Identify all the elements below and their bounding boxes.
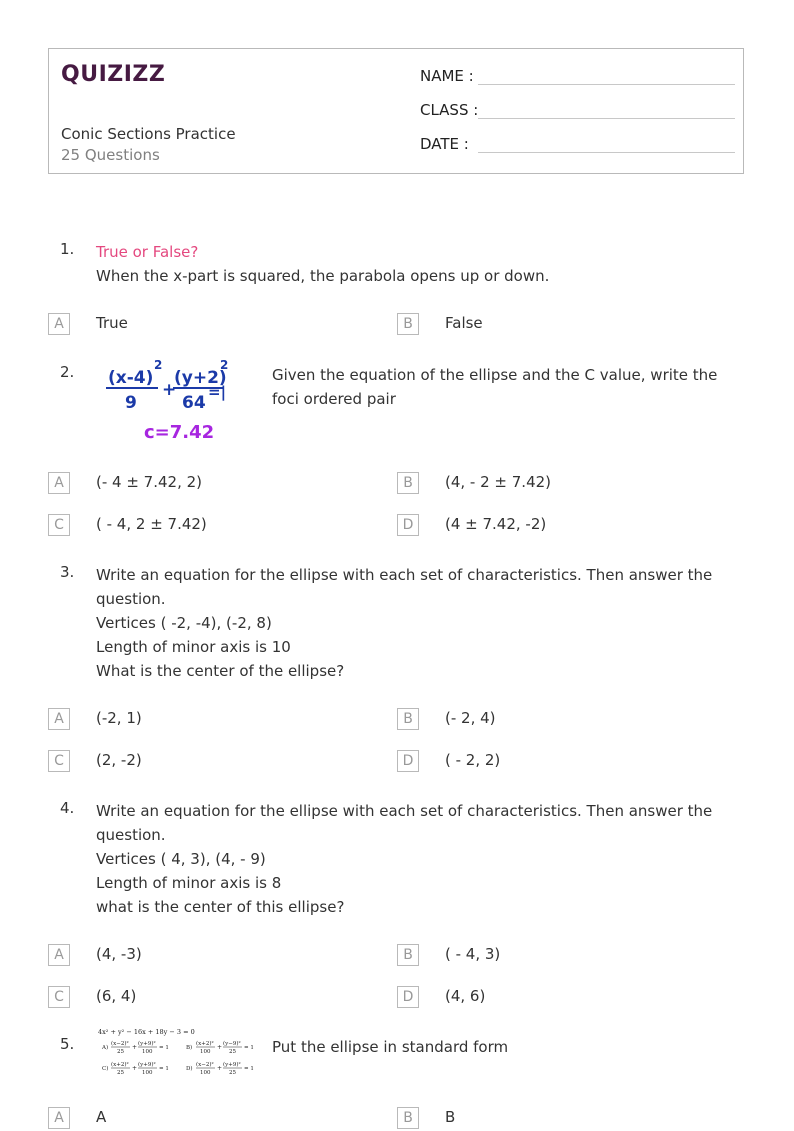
svg-text:= 1: = 1 bbox=[244, 1045, 254, 1051]
worksheet-title: Conic Sections Practice bbox=[61, 125, 236, 143]
option-text: (4, -3) bbox=[96, 945, 142, 963]
option-text: (4, 6) bbox=[445, 987, 486, 1005]
svg-text:100: 100 bbox=[200, 1049, 211, 1055]
svg-text:=|: =| bbox=[208, 383, 227, 401]
question-count: 25 Questions bbox=[61, 146, 160, 164]
question-line: question. bbox=[96, 590, 166, 608]
svg-text:+: + bbox=[217, 1044, 223, 1051]
svg-text:100: 100 bbox=[200, 1070, 211, 1076]
option-letter: A bbox=[48, 708, 70, 730]
name-field[interactable] bbox=[420, 65, 735, 89]
option-letter: B bbox=[397, 708, 419, 730]
svg-text:(x-4): (x-4) bbox=[108, 368, 154, 388]
svg-text:25: 25 bbox=[229, 1070, 236, 1076]
svg-text:= 1: = 1 bbox=[159, 1045, 169, 1051]
option-letter: A bbox=[48, 1107, 70, 1129]
question-line: what is the center of this ellipse? bbox=[96, 898, 345, 916]
worksheet-header bbox=[48, 48, 744, 174]
option-text: (6, 4) bbox=[96, 987, 137, 1005]
svg-text:25: 25 bbox=[117, 1049, 124, 1055]
svg-text:+: + bbox=[132, 1065, 138, 1072]
option-text: True bbox=[96, 314, 128, 332]
question-type: True or False? bbox=[96, 243, 199, 261]
option-text: False bbox=[445, 314, 483, 332]
question-line: Write an equation for the ellipse with each set of characteristics. Then answer the bbox=[96, 802, 713, 820]
question-text bbox=[96, 240, 549, 288]
class-label: CLASS : bbox=[420, 101, 479, 119]
svg-text:2: 2 bbox=[154, 358, 163, 372]
option-letter: C bbox=[48, 986, 70, 1008]
svg-text:= 1: = 1 bbox=[244, 1066, 254, 1072]
svg-text:4x² + y² − 16x + 18y − 3 = 0: 4x² + y² − 16x + 18y − 3 = 0 bbox=[98, 1028, 195, 1036]
svg-text:(y−9)²: (y−9)² bbox=[223, 1041, 241, 1047]
option-text: (4, - 2 ± 7.42) bbox=[445, 473, 552, 491]
option-letter: A bbox=[48, 944, 70, 966]
option-letter: D bbox=[397, 750, 419, 772]
svg-text:(x−2)²: (x−2)² bbox=[196, 1062, 214, 1068]
question-number: 2. bbox=[60, 363, 75, 381]
option-text: (- 2, 4) bbox=[445, 709, 496, 727]
svg-text:+: + bbox=[162, 380, 177, 400]
question-text bbox=[96, 799, 712, 919]
svg-text:(y+2): (y+2) bbox=[174, 368, 227, 388]
question-number: 5. bbox=[60, 1035, 75, 1053]
option-text: ( - 2, 2) bbox=[445, 751, 501, 769]
question-number: 4. bbox=[60, 799, 75, 817]
svg-text:64: 64 bbox=[182, 393, 206, 413]
option-letter: A bbox=[48, 472, 70, 494]
svg-text:+: + bbox=[132, 1044, 138, 1051]
svg-text:QUIZIZZ: QUIZIZZ bbox=[61, 62, 166, 87]
svg-text:25: 25 bbox=[229, 1049, 236, 1055]
option-letter: B bbox=[397, 944, 419, 966]
option-text: A bbox=[96, 1108, 107, 1126]
option-text: (-2, 1) bbox=[96, 709, 142, 727]
svg-text:100: 100 bbox=[142, 1049, 153, 1055]
option-text: ( - 4, 2 ± 7.42) bbox=[96, 515, 207, 533]
svg-text:(x−2)²: (x−2)² bbox=[111, 1041, 129, 1047]
date-label: DATE : bbox=[420, 135, 469, 153]
question-number: 3. bbox=[60, 563, 75, 581]
option-letter: B bbox=[397, 313, 419, 335]
question-prompt: Given the equation of the ellipse and the C value, write the foci ordered pair bbox=[272, 366, 718, 408]
class-line[interactable] bbox=[478, 118, 735, 119]
question-line: question. bbox=[96, 826, 166, 844]
question-line: Length of minor axis is 10 bbox=[96, 638, 291, 656]
class-field[interactable] bbox=[420, 99, 735, 123]
question-number: 1. bbox=[60, 240, 75, 258]
svg-text:= 1: = 1 bbox=[159, 1066, 169, 1072]
question-line: Write an equation for the ellipse with each set of characteristics. Then answer the bbox=[96, 566, 713, 584]
question-line: Vertices ( -2, -4), (-2, 8) bbox=[96, 614, 272, 632]
svg-text:9: 9 bbox=[125, 393, 137, 413]
option-text: (4 ± 7.42, -2) bbox=[445, 515, 547, 533]
option-text: (- 4 ± 7.42, 2) bbox=[96, 473, 203, 491]
svg-text:D): D) bbox=[186, 1066, 193, 1072]
question-prompt: Put the ellipse in standard form bbox=[272, 1038, 509, 1056]
option-text: ( - 4, 3) bbox=[445, 945, 501, 963]
option-letter: B bbox=[397, 1107, 419, 1129]
svg-text:A): A) bbox=[102, 1045, 109, 1051]
question-line: What is the center of the ellipse? bbox=[96, 662, 345, 680]
ellipse-equation-image bbox=[96, 357, 236, 447]
svg-text:(x+2)²: (x+2)² bbox=[111, 1062, 129, 1068]
date-field[interactable] bbox=[420, 133, 735, 157]
option-letter: C bbox=[48, 750, 70, 772]
option-letter: A bbox=[48, 313, 70, 335]
svg-text:(y+9)²: (y+9)² bbox=[223, 1062, 241, 1068]
svg-text:2: 2 bbox=[220, 358, 229, 372]
svg-text:(y+9)²: (y+9)² bbox=[138, 1041, 156, 1047]
svg-text:B): B) bbox=[186, 1045, 193, 1051]
option-text: (2, -2) bbox=[96, 751, 142, 769]
date-line[interactable] bbox=[478, 152, 735, 153]
question-text bbox=[96, 563, 712, 683]
svg-text:C): C) bbox=[102, 1066, 109, 1072]
svg-text:+: + bbox=[217, 1065, 223, 1072]
svg-text:c=7.42: c=7.42 bbox=[144, 422, 215, 443]
option-letter: D bbox=[397, 514, 419, 536]
name-label: NAME : bbox=[420, 67, 474, 85]
question-line: Vertices ( 4, 3), (4, - 9) bbox=[96, 850, 266, 868]
svg-text:(x+2)²: (x+2)² bbox=[196, 1041, 214, 1047]
name-line[interactable] bbox=[478, 84, 735, 85]
option-letter: D bbox=[397, 986, 419, 1008]
svg-text:(y+9)²: (y+9)² bbox=[138, 1062, 156, 1068]
ellipse-choices-image bbox=[96, 1025, 261, 1083]
question-prompt: When the x-part is squared, the parabola opens up or down. bbox=[96, 267, 550, 285]
option-text: B bbox=[445, 1108, 456, 1126]
svg-text:100: 100 bbox=[142, 1070, 153, 1076]
quizizz-logo bbox=[61, 59, 171, 89]
svg-text:25: 25 bbox=[117, 1070, 124, 1076]
question-line: Length of minor axis is 8 bbox=[96, 874, 282, 892]
option-letter: C bbox=[48, 514, 70, 536]
option-letter: B bbox=[397, 472, 419, 494]
